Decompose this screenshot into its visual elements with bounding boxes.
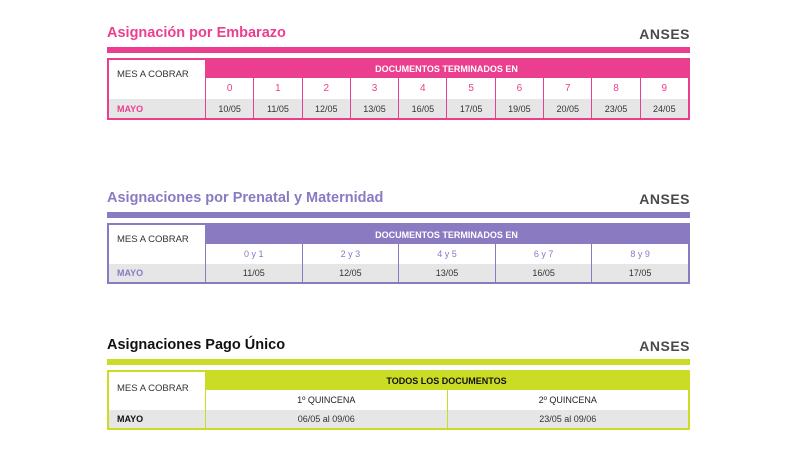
- date-cell: 19/05: [495, 99, 543, 118]
- date-cell: 12/05: [302, 99, 350, 118]
- digit-cell: 2 y 3: [302, 244, 399, 264]
- anses-logo: ANSES: [639, 26, 690, 42]
- documentos-header: DOCUMENTOS TERMINADOS EN: [205, 60, 688, 78]
- pago-unico-section: [107, 337, 690, 430]
- date-range-cell: 23/05 al 09/06: [447, 410, 689, 428]
- pago-unico-divider: [107, 359, 690, 365]
- digits-row: [205, 244, 688, 264]
- date-cell: 11/05: [253, 99, 301, 118]
- date-range-cell: 06/05 al 09/06: [205, 410, 447, 428]
- digit-cell: 8 y 9: [591, 244, 688, 264]
- digit-cell: 0: [205, 78, 253, 99]
- date-cell: 12/05: [302, 264, 399, 282]
- embarazo-table: [107, 58, 690, 120]
- dates-row: [205, 99, 688, 118]
- todos-documentos-header: TODOS LOS DOCUMENTOS: [205, 372, 688, 390]
- embarazo-header: [107, 25, 690, 45]
- month-label: MAYO: [109, 99, 205, 118]
- date-cell: 11/05: [205, 264, 302, 282]
- date-cell: 16/05: [495, 264, 592, 282]
- date-cell: 23/05: [591, 99, 639, 118]
- digit-cell: 0 y 1: [205, 244, 302, 264]
- pago-unico-table: [107, 370, 690, 430]
- prenatal-section: [107, 190, 690, 284]
- prenatal-header: [107, 190, 690, 210]
- dates-row: [205, 264, 688, 282]
- digits-row: [205, 78, 688, 99]
- prenatal-title: Asignaciones por Prenatal y Maternidad: [107, 190, 384, 206]
- mes-a-cobrar-header: MES A COBRAR: [117, 68, 189, 80]
- date-cell: 17/05: [591, 264, 688, 282]
- month-label: MAYO: [109, 264, 205, 282]
- embarazo-title: Asignación por Embarazo: [107, 25, 286, 41]
- embarazo-divider: [107, 47, 690, 53]
- digit-cell: 4 y 5: [398, 244, 495, 264]
- anses-logo: ANSES: [639, 338, 690, 354]
- digit-cell: 9: [640, 78, 688, 99]
- date-cell: 10/05: [205, 99, 253, 118]
- month-label: MAYO: [109, 410, 205, 428]
- dates-row: [205, 410, 688, 428]
- date-cell: 16/05: [398, 99, 446, 118]
- mes-a-cobrar-header: MES A COBRAR: [117, 233, 189, 245]
- date-cell: 20/05: [543, 99, 591, 118]
- prenatal-table: [107, 223, 690, 284]
- anses-logo: ANSES: [639, 191, 690, 207]
- digit-cell: 6: [495, 78, 543, 99]
- digit-cell: 3: [350, 78, 398, 99]
- prenatal-divider: [107, 212, 690, 218]
- date-cell: 13/05: [350, 99, 398, 118]
- digit-cell: 6 y 7: [495, 244, 592, 264]
- documentos-header: DOCUMENTOS TERMINADOS EN: [205, 225, 688, 244]
- digit-cell: 2: [302, 78, 350, 99]
- quincena-cell: 2º QUINCENA: [447, 390, 689, 410]
- digit-cell: 4: [398, 78, 446, 99]
- digit-cell: 5: [446, 78, 494, 99]
- date-cell: 24/05: [640, 99, 688, 118]
- embarazo-section: [107, 25, 690, 120]
- pago-unico-header: [107, 337, 690, 357]
- date-cell: 13/05: [398, 264, 495, 282]
- pago-unico-title: Asignaciones Pago Único: [107, 337, 286, 353]
- mes-a-cobrar-header: MES A COBRAR: [117, 382, 189, 394]
- digit-cell: 8: [591, 78, 639, 99]
- quincena-cell: 1º QUINCENA: [205, 390, 447, 410]
- quincena-row: [205, 390, 688, 410]
- date-cell: 17/05: [446, 99, 494, 118]
- digit-cell: 7: [543, 78, 591, 99]
- digit-cell: 1: [253, 78, 301, 99]
